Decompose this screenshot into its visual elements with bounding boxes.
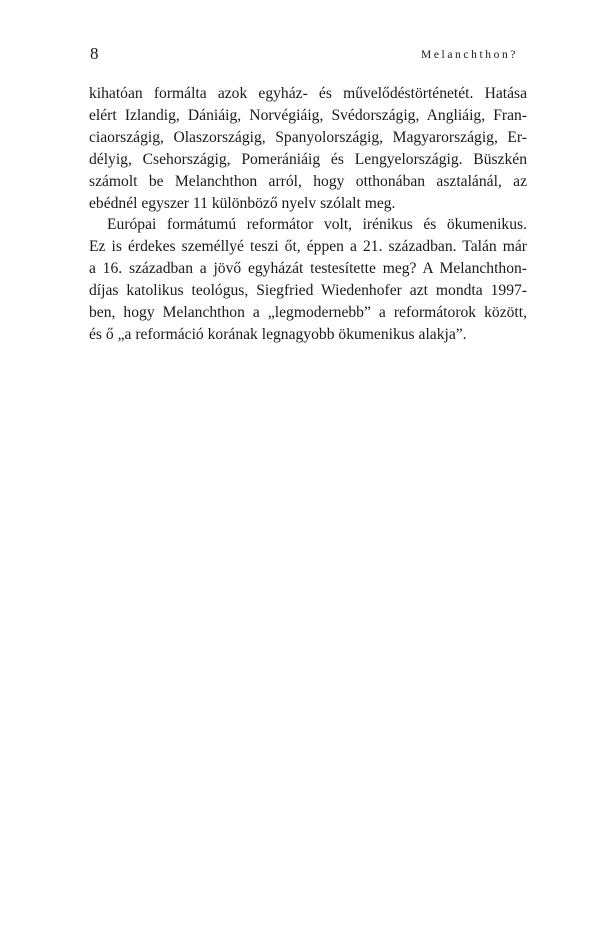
text-line: a 16. században a jövő egyházát testesítette meg? A Melanchthon- — [89, 260, 527, 278]
text-line: kihatóan formálta azok egyház- és művelődéstörténetét. Hatása — [89, 85, 527, 102]
text-line: ciaországig, Olaszországig, Spanyolországig, Magyarországig, Er- — [89, 128, 527, 146]
text-line: ben, hogy Melanchthon a „legmodernebb” a reformátorok között, — [89, 304, 527, 322]
text-line: elért Izlandig, Dániáig, Norvégiáig, Svédországig, Angliáig, Fran- — [89, 106, 527, 124]
text-line: délyig, Csehországig, Pomerániáig és Lengyelországig. Büszkén — [89, 150, 527, 168]
paragraph-2 — [89, 214, 527, 345]
text-line: Ez is érdekes személlyé teszi őt, éppen a 21. században. Talán már — [89, 238, 527, 256]
paragraph-1 — [89, 83, 527, 214]
text-line: számolt be Melanchthon arról, hogy otthonában asztalánál, az — [89, 172, 527, 190]
text-line: ebédnél egyszer 11 különböző nyelv szólalt meg. — [89, 194, 396, 212]
text-line: díjas katolikus teológus, Siegfried Wiedenhofer azt mondta 1997- — [89, 282, 527, 300]
text-line: Európai formátumú reformátor volt, irénikus és ökumenikus. — [107, 216, 527, 234]
running-head: Melanchthon? — [421, 49, 518, 61]
text-line: és ő „a reformáció korának legnagyobb ökumenikus alakja”. — [89, 325, 467, 343]
page-number: 8 — [90, 44, 99, 63]
body-text — [89, 83, 527, 346]
